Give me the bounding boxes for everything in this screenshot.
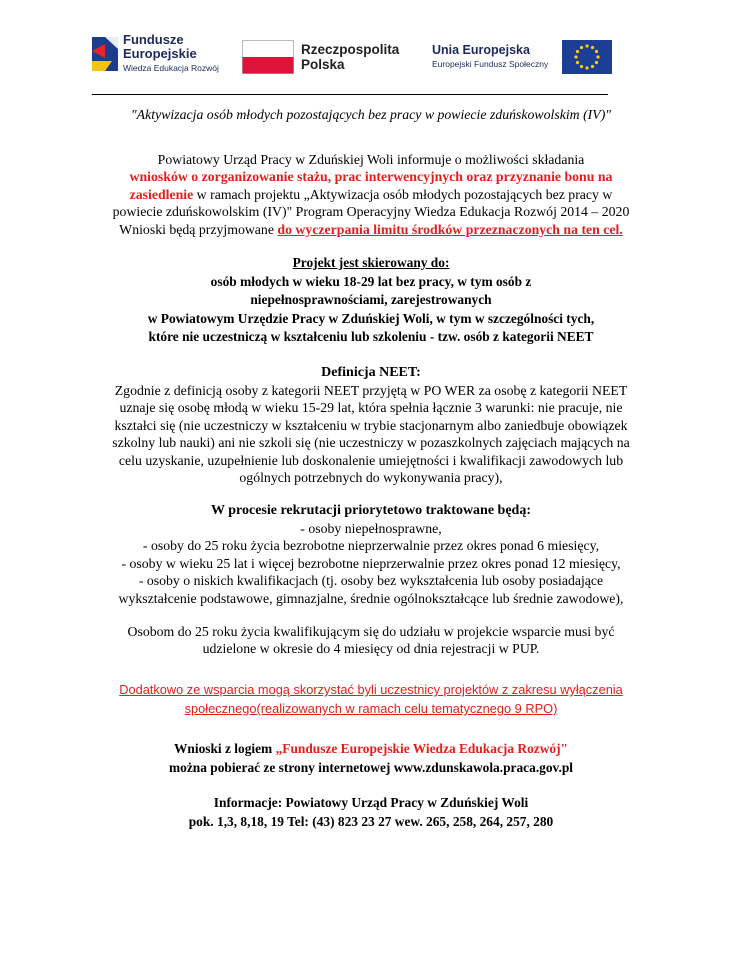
neet-line-5: celu uzyskanie, uzupełnienie lub doskonalenie umiejętności i kwalifikacji zawodowych lub [118,452,624,468]
unia-europejska-logo [432,40,612,74]
polish-flag-icon [242,40,294,74]
ue-line1: Unia Europejska [432,43,530,57]
forms-logo-name: „Fundusze Europejskie Wiedza Edukacja Rozwój" [275,741,568,756]
rp-line2: Polska [301,57,345,72]
priority-section [70,502,672,607]
neet-line-6: ogólnych potrzebnych do wykonywania pracy), [239,470,503,486]
forms-line-2: można pobierać ze strony internetowej www.zdunskawola.praca.gov.pl [168,759,574,775]
intro-line-5: Wnioski będą przyjmowane [119,221,278,237]
heading-text: "Aktywizacja osób młodych pozostających bez pracy w powiecie zduńskowolskim (IV)" [130,107,612,122]
intro-line-5-highlight: do wyczerpania limitu środków przeznaczonych na ten cel. [277,221,623,237]
rzeczpospolita-logo [242,40,399,74]
priority-line-4: - osoby o niskich kwalifikacjach (tj. osoby bez wykształcenia lub osoby posiadające [138,573,604,589]
neet-title: Definicja NEET: [321,365,421,380]
intro-line-3: w ramach projektu „Aktywizacja osób młodych pozostających bez pracy w [193,186,613,202]
fe-line1: Fundusze [123,32,184,47]
rp-line1: Rzeczpospolita [301,42,400,57]
target-group-section [70,254,672,347]
fe-line3: Wiedza Edukacja Rozwój [123,63,219,73]
eu-flag-icon [562,40,612,74]
neet-line-1: Zgodnie z definicją osoby z kategorii NEET przyjętą w PO WER za osobę z kategorii NEET [114,383,628,398]
target-line-2: niepełnosprawnościami, zarejestrowanych [250,292,492,308]
info-line-2: pok. 1,3, 8,18, 19 Tel: (43) 823 23 27 wew. 265, 258, 264, 257, 280 [188,813,554,829]
priority-line-1: - osoby niepełnosprawne, [300,521,442,536]
priority-line-2: - osoby do 25 roku życia bezrobotne nieprzerwalnie przez okres ponad 6 miesięcy, [142,538,600,554]
neet-line-4: szkolny lub nauki) ani nie szkoli się (nie uczestniczy w pozaszkolnych zajęciach mających na [112,435,630,451]
fe-line2: Europejskie [123,46,197,61]
intro-line-2: wniosków o zorganizowanie stażu, prac interwencyjnych oraz przyznanie bonu na [129,169,613,185]
neet-definition-section [70,364,672,486]
intro-line-3-highlight: zasiedlenie [129,186,194,202]
fundusze-europejskie-logo [92,33,219,75]
logo-bar [0,0,742,92]
intro-line-1: Powiatowy Urząd Pracy w Zduńskiej Woli informuje o możliwości składania [157,152,585,167]
info-line-1: Informacje: Powiatowy Urząd Pracy w Zduńskiej Woli [213,795,529,810]
ue-line2: Europejski Fundusz Społeczny [432,59,549,69]
priority-line-5: wykształcenie podstawowe, gimnazjalne, średnie ogólnokształcące lub średnie zawodowe), [118,590,624,606]
neet-line-2: uznaje się osobę młodą w wieku 15-29 lat, która spełnia łącznie 3 warunki: nie pracuje, nie [119,400,623,416]
support-line-2: udzielone w okresie do 4 miesięcy od dnia rejestracji w PUP. [202,641,540,657]
support-paragraph [70,623,672,658]
forms-download [70,740,672,777]
priority-title: W procesie rekrutacji priorytetowo traktowane będą: [211,503,531,518]
intro-paragraph [70,151,672,238]
intro-line-4: powiecie zduńskowolskim (IV)" Program Operacyjny Wiedza Edukacja Rozwój 2014 – 2020 [112,204,630,220]
support-line-1: Osobom do 25 roku życia kwalifikującym się do udziału w projekcie wsparcie musi być [127,624,615,639]
project-heading [70,106,672,123]
priority-line-3: - osoby w wieku 25 lat i więcej bezrobotne nieprzerwalnie przez okres ponad 12 miesięcy, [121,555,621,571]
neet-line-3: kształci się (nie uczestniczy w kształceniu w trybie stacjonarnym albo zaniedbuje obowiązek [114,417,628,433]
additional-line-1: Dodatkowo ze wsparcia mogą skorzystać byli uczestnicy projektów z zakresu wyłączenia [119,682,623,697]
contact-info [70,794,672,831]
additional-line-2: społecznego(realizowanych w ramach celu tematycznego 9 RPO) [184,701,558,716]
target-line-3: w Powiatowym Urzędzie Pracy w Zduńskiej Woli, w tym w szczególności tych, [147,310,595,326]
header-divider [92,94,608,95]
forms-line-1: Wnioski z logiem [174,741,276,756]
target-line-4: które nie uczestniczą w kształceniu lub szkoleniu - tzw. osób z kategorii NEET [148,329,594,345]
fe-emblem-icon [92,35,118,73]
target-line-1: osób młodych w wieku 18-29 lat bez pracy, w tym osób z [210,273,532,289]
additional-eligibility [70,680,672,718]
target-title: Projekt jest skierowany do: [292,255,450,270]
